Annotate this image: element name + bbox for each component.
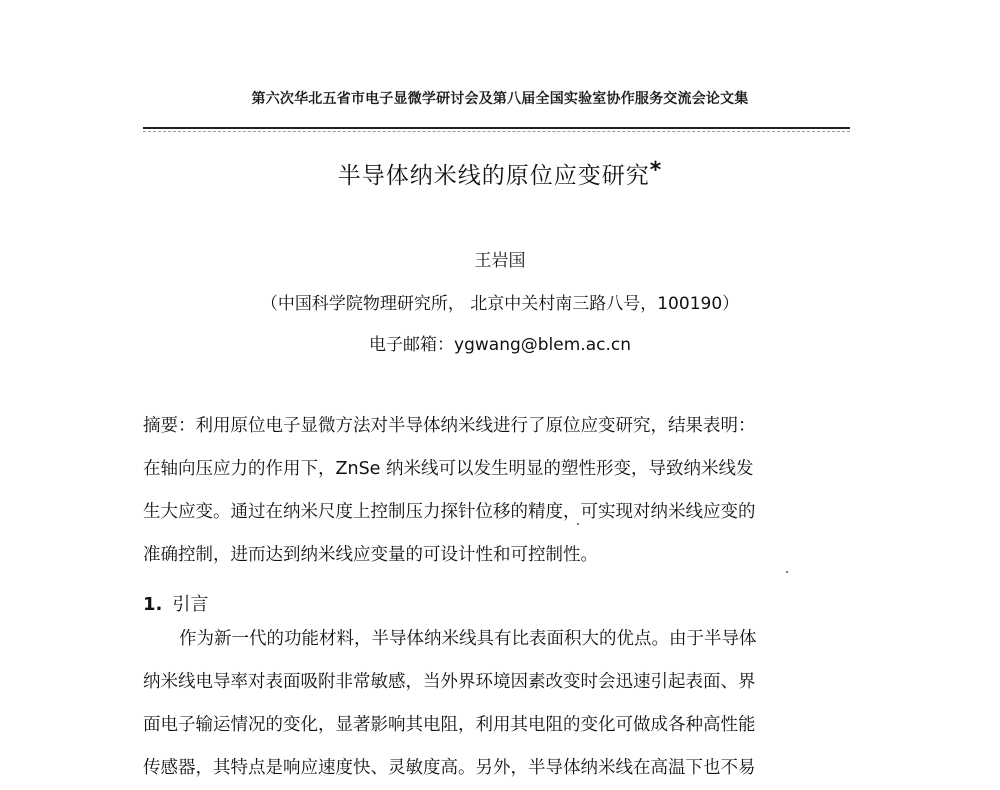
abstract-line: 摘要：利用原位电子显微方法对半导体纳米线进行了原位应变研究，结果表明： — [143, 416, 756, 436]
abstract-line: 生大应变。通过在纳米尺度上控制压力探针位移的精度，可实现对纳米线应变的 — [143, 502, 756, 522]
paper-title — [0, 157, 1000, 190]
body-line: 面电子输运情况的变化，显著影响其电阻，利用其电阻的变化可做成各种高性能 — [143, 715, 756, 735]
author-affiliation: （中国科学院物理研究所， 北京中关村南三路八号，100190） — [260, 294, 740, 314]
section-body — [143, 618, 853, 790]
contact-email-line — [0, 330, 1000, 355]
body-line: 纳米线电导率对表面吸附非常敏感，当外界环境因素改变时会迅速引起表面、界 — [143, 672, 756, 692]
running-header: 第六次华北五省市电子显微学研讨会及第八届全国实验室协作服务交流会论文集 — [251, 91, 749, 107]
body-line: 作为新一代的功能材料，半导体纳米线具有比表面积大的优点。由于半导体 — [179, 629, 757, 649]
paper-title-text: 半导体纳米线的原位应变研究 — [337, 163, 650, 189]
section-number: 1. — [143, 594, 163, 615]
abstract-line: 在轴向压应力的作用下，ZnSe 纳米线可以发生明显的塑性形变，导致纳米线发 — [143, 459, 754, 479]
email-address: ygwang@blem.ac.cn — [454, 335, 631, 355]
author-name: 王岩国 — [474, 251, 526, 271]
header-rule — [143, 127, 850, 129]
scan-speck — [577, 523, 579, 525]
scan-speck — [786, 571, 788, 573]
abstract-line: 准确控制，进而达到纳米线应变量的可设计性和可控制性。 — [143, 545, 598, 565]
header-rule-shadow — [143, 131, 850, 132]
abstract — [143, 405, 853, 577]
email-label: 电子邮箱： — [369, 335, 455, 355]
body-line: 传感器，其特点是响应速度快、灵敏度高。另外，半导体纳米线在高温下也不易 — [143, 758, 756, 778]
title-footnote-mark: * — [649, 158, 663, 183]
section-title: 引言 — [172, 594, 209, 615]
section-heading — [143, 590, 208, 616]
